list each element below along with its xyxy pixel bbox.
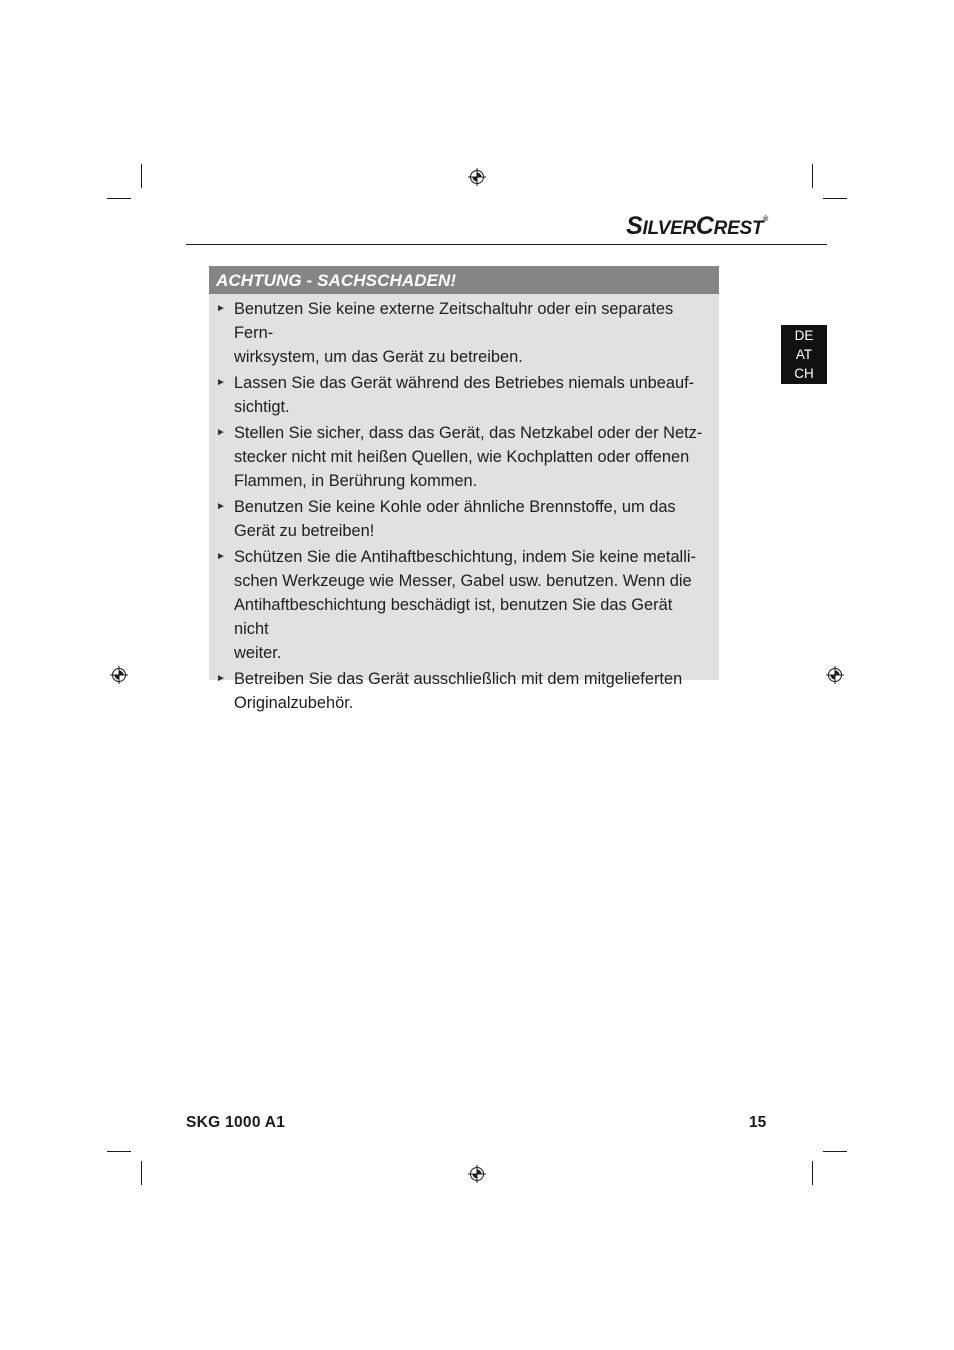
list-item bbox=[216, 297, 709, 369]
language-tab bbox=[781, 325, 827, 384]
list-item bbox=[216, 545, 709, 665]
brand-logo-text: S bbox=[626, 212, 643, 240]
bullet-arrow-icon: ► bbox=[216, 303, 226, 314]
registered-trademark: ® bbox=[763, 216, 768, 223]
warning-box bbox=[209, 266, 719, 712]
registration-mark-icon bbox=[110, 666, 128, 684]
brand-logo-text: C bbox=[695, 212, 714, 240]
list-item-text: Lassen Sie das Gerät während des Betriebes niemals unbeauf- sichtigt. bbox=[234, 374, 695, 416]
crop-mark bbox=[812, 164, 813, 188]
list-item bbox=[216, 667, 709, 715]
warning-title: ACHTUNG - SACHSCHADEN! bbox=[209, 266, 719, 294]
language-code: CH bbox=[794, 366, 814, 381]
list-item-text: Benutzen Sie keine externe Zeitschaltuhr oder ein separates Fern- wirksystem, um das Gerät zu betreiben. bbox=[234, 300, 674, 366]
crop-mark bbox=[107, 1151, 131, 1152]
language-code: DE bbox=[794, 328, 814, 343]
header-rule bbox=[186, 244, 827, 245]
footer-model-number: SKG 1000 A1 bbox=[186, 1114, 286, 1131]
list-item-text: Schützen Sie die Antihaftbeschichtung, indem Sie keine metalli- schen Werkzeuge wie Messer, Gabel usw. benutzen. Wenn die Antihaftbeschichtung beschädigt ist, benutzen Sie das Gerät nicht weiter. bbox=[234, 548, 696, 662]
crop-mark bbox=[141, 164, 142, 188]
language-code: AT bbox=[795, 347, 813, 362]
list-item-text: Betreiben Sie das Gerät ausschließlich mit dem mitgelieferten Originalzubehör. bbox=[234, 670, 683, 712]
crop-mark bbox=[107, 198, 131, 199]
registration-mark-icon bbox=[468, 168, 486, 186]
crop-mark bbox=[823, 1151, 847, 1152]
brand-logo-text: ILVER bbox=[642, 218, 696, 239]
bullet-arrow-icon: ► bbox=[216, 377, 226, 388]
bullet-arrow-icon: ► bbox=[216, 551, 226, 562]
crop-mark bbox=[141, 1161, 142, 1185]
warning-list bbox=[209, 294, 719, 715]
list-item-text: Stellen Sie sicher, dass das Gerät, das Netzkabel oder der Netz- stecker nicht mit heißen Quellen, wie Kochplatten oder offenen Flammen, in Berührung kommen. bbox=[234, 424, 703, 490]
page-number: 15 bbox=[749, 1114, 767, 1131]
list-item bbox=[216, 495, 709, 543]
brand-logo bbox=[626, 212, 768, 241]
bullet-arrow-icon: ► bbox=[216, 427, 226, 438]
list-item-text: Benutzen Sie keine Kohle oder ähnliche Brennstoffe, um das Gerät zu betreiben! bbox=[234, 498, 676, 540]
crop-mark bbox=[823, 198, 847, 199]
bullet-arrow-icon: ► bbox=[216, 673, 226, 684]
list-item bbox=[216, 371, 709, 419]
bullet-arrow-icon: ► bbox=[216, 501, 226, 512]
registration-mark-icon bbox=[826, 666, 844, 684]
crop-mark bbox=[812, 1161, 813, 1185]
list-item bbox=[216, 421, 709, 493]
registration-mark-icon bbox=[468, 1165, 486, 1183]
brand-logo-text: REST bbox=[713, 218, 764, 239]
